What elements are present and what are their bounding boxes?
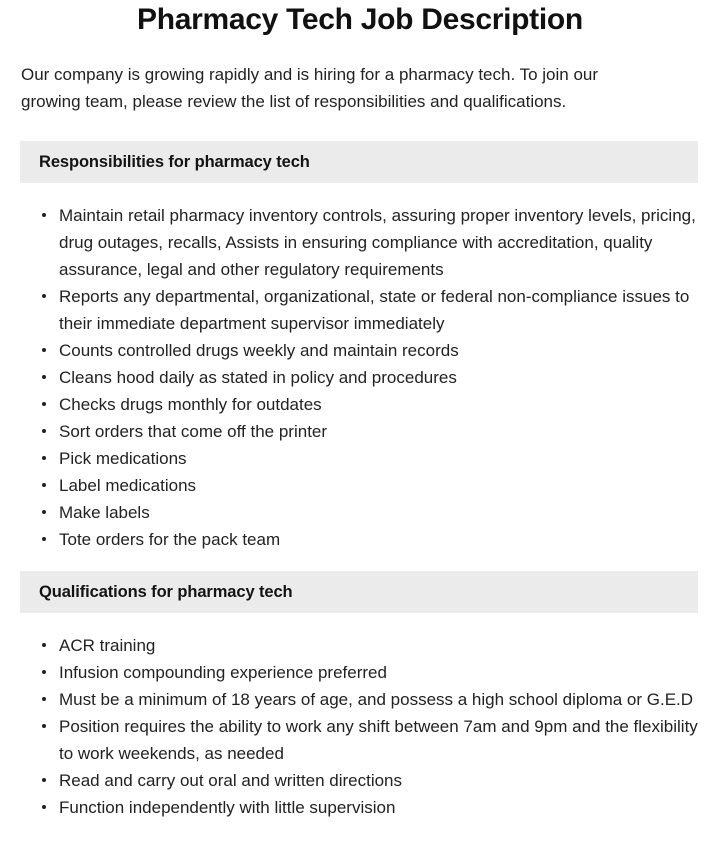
list-item: Must be a minimum of 18 years of age, and possess a high school diploma or G.E.D bbox=[20, 686, 698, 713]
qualifications-list bbox=[20, 632, 698, 821]
list-item: Position requires the ability to work any shift between 7am and 9pm and the flexibility to work weekends, as needed bbox=[20, 713, 698, 767]
list-item: Counts controlled drugs weekly and maintain records bbox=[20, 337, 698, 364]
list-item: Tote orders for the pack team bbox=[20, 526, 698, 553]
list-item: Pick medications bbox=[20, 445, 698, 472]
list-item: Read and carry out oral and written directions bbox=[20, 767, 698, 794]
list-item: Cleans hood daily as stated in policy and procedures bbox=[20, 364, 698, 391]
list-item: Label medications bbox=[20, 472, 698, 499]
spacer bbox=[0, 115, 720, 141]
list-item: Infusion compounding experience preferred bbox=[20, 659, 698, 686]
list-item: Function independently with little supervision bbox=[20, 794, 698, 821]
list-item: Maintain retail pharmacy inventory controls, assuring proper inventory levels, pricing, drug outages, recalls, Assists in ensuring compliance with accreditation, quality assurance, legal and other regulatory requirements bbox=[20, 202, 698, 283]
section-header-responsibilities bbox=[20, 141, 698, 183]
intro-paragraph: Our company is growing rapidly and is hiring for a pharmacy tech. To join our growing team, please review the list of responsibilities and qualifications. bbox=[21, 65, 599, 111]
list-item: Make labels bbox=[20, 499, 698, 526]
spacer bbox=[0, 183, 720, 202]
spacer bbox=[0, 613, 720, 632]
section-title-qualifications: Qualifications for pharmacy tech bbox=[39, 582, 293, 601]
page-title: Pharmacy Tech Job Description bbox=[137, 3, 583, 36]
list-item: Reports any departmental, organizational, state or federal non-compliance issues to their immediate department supervisor immediately bbox=[20, 283, 698, 337]
list-item: ACR training bbox=[20, 632, 698, 659]
section-title-responsibilities: Responsibilities for pharmacy tech bbox=[39, 152, 310, 171]
spacer bbox=[0, 553, 720, 571]
section-header-qualifications bbox=[20, 571, 698, 613]
responsibilities-list bbox=[20, 202, 698, 553]
list-item: Checks drugs monthly for outdates bbox=[20, 391, 698, 418]
list-item: Sort orders that come off the printer bbox=[20, 418, 698, 445]
